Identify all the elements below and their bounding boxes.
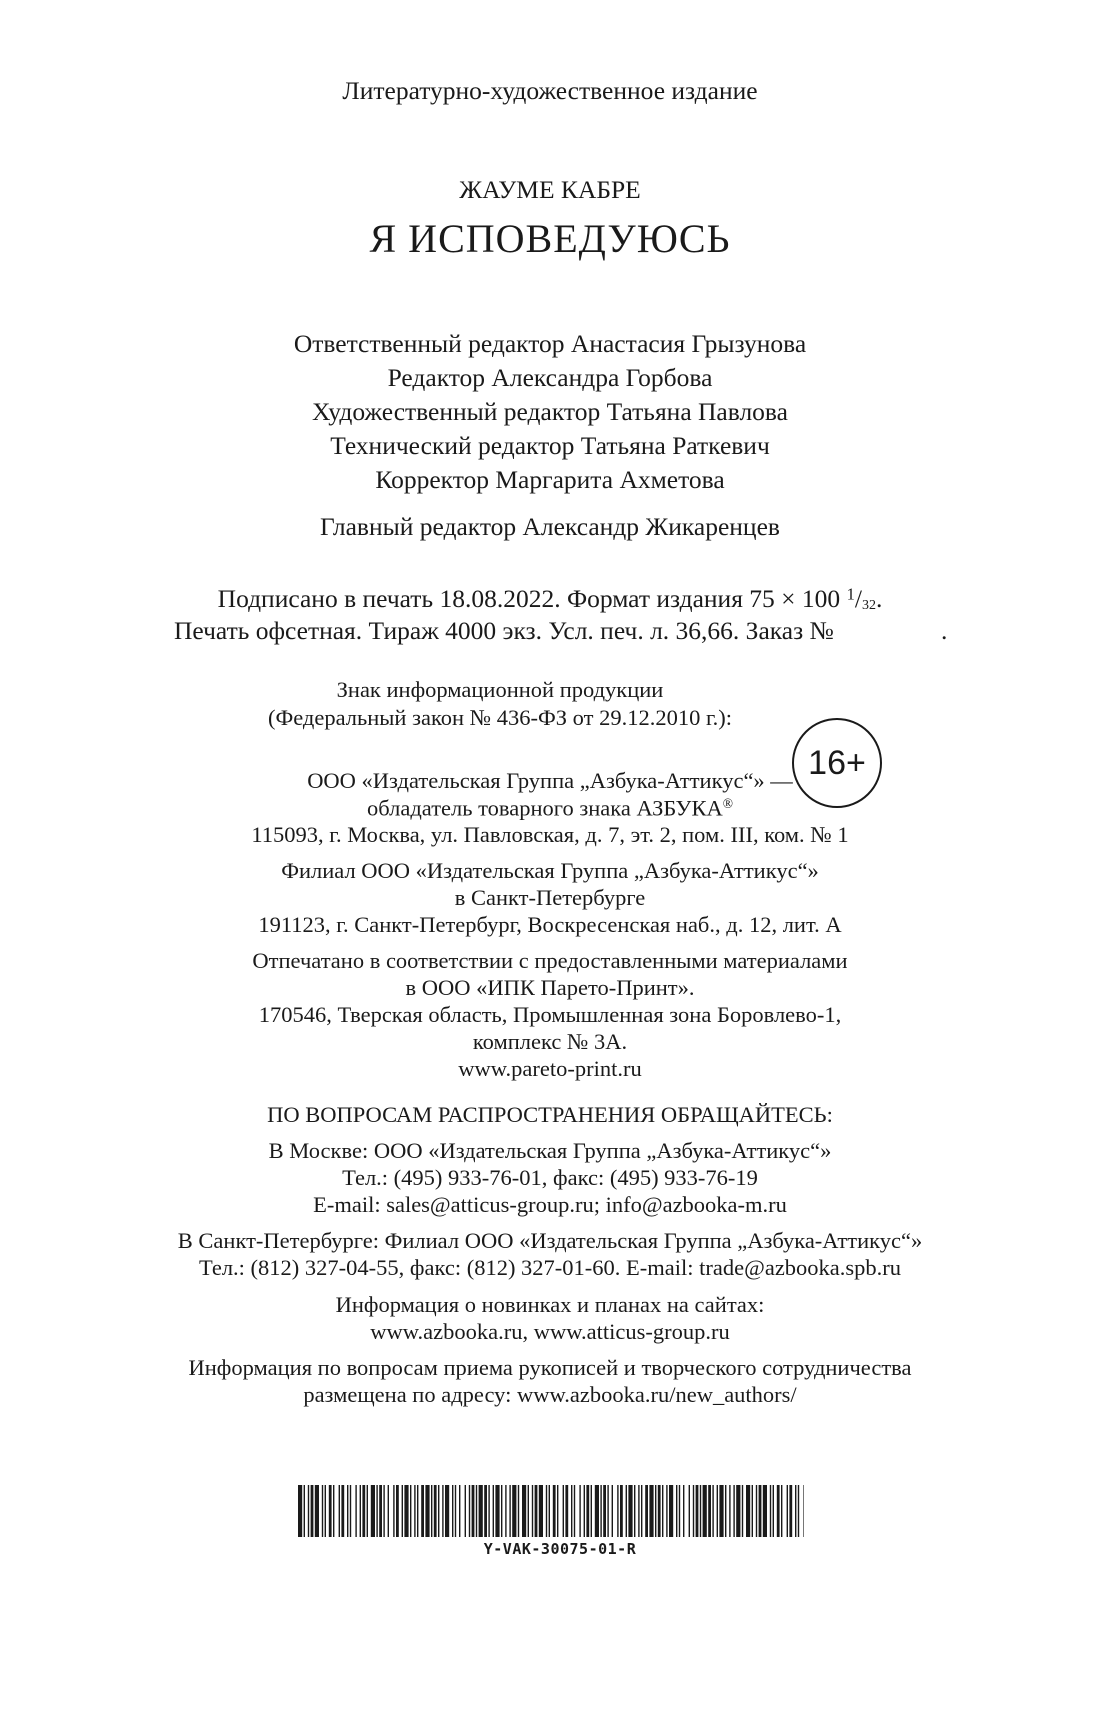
barcode-bar xyxy=(795,1485,796,1537)
barcode-bar xyxy=(617,1485,618,1537)
barcode-bar xyxy=(469,1485,470,1537)
barcode-bar xyxy=(703,1485,707,1537)
printer-line4: комплекс № 3А. xyxy=(472,1029,628,1054)
barcode-bar xyxy=(505,1485,506,1537)
barcode-bar xyxy=(315,1485,319,1537)
barcode-bar xyxy=(626,1485,627,1537)
distribution-moscow-line3: E-mail: sales@atticus-group.ru; info@azbooka-m.ru xyxy=(313,1192,787,1217)
barcode-bar xyxy=(539,1485,543,1537)
printer-line2: в ООО «ИПК Парето-Принт». xyxy=(405,975,695,1000)
barcode-bar xyxy=(563,1485,564,1537)
barcode-bar xyxy=(438,1485,439,1537)
barcode-bar xyxy=(355,1485,356,1537)
barcode-bar xyxy=(522,1485,526,1537)
barcode-bar xyxy=(325,1485,326,1537)
barcode-bar xyxy=(362,1485,365,1537)
barcode-bar xyxy=(479,1485,483,1537)
print-info-line1: Подписано в печать 18.08.2022. Формат издания 75 × 100 $^1/_{32}$. xyxy=(217,584,883,614)
age-rating-value: 16+ xyxy=(808,743,866,782)
barcode-bar xyxy=(689,1485,690,1537)
barcode-bar xyxy=(445,1485,449,1537)
barcode-bar xyxy=(591,1485,592,1537)
distribution-info-line1: Информация о новинках и планах на сайтах: xyxy=(335,1292,765,1317)
barcode-bar xyxy=(655,1485,656,1537)
barcode-bar xyxy=(693,1485,694,1537)
barcode-bar xyxy=(329,1485,332,1537)
credit-editor: Редактор Александра Горбова xyxy=(387,363,713,392)
barcode-bar xyxy=(553,1485,556,1537)
barcode-bar xyxy=(696,1485,699,1537)
barcode-bar xyxy=(787,1485,788,1537)
format-denominator: 32 xyxy=(861,598,876,614)
barcode-bar xyxy=(425,1485,429,1537)
distribution-heading: ПО ВОПРОСАМ РАСПРОСТРАНЕНИЯ ОБРАЩАЙТЕСЬ: xyxy=(267,1102,833,1127)
barcode-bar xyxy=(339,1485,340,1537)
barcode-bar xyxy=(736,1485,740,1537)
barcode-bar xyxy=(557,1485,558,1537)
barcode-bar xyxy=(803,1485,804,1537)
barcode-bar xyxy=(484,1485,487,1537)
manuscripts-line2: размещена по адресу: www.azbooka.ru/new_authors/ xyxy=(303,1382,797,1407)
barcode-bar xyxy=(476,1485,477,1537)
barcode-bar xyxy=(763,1485,767,1537)
barcode-bar xyxy=(501,1485,502,1537)
print-info-line1-text: Подписано в печать 18.08.2022. Формат издания 75 × 100 xyxy=(217,584,847,613)
barcode-bar xyxy=(725,1485,726,1537)
barcode-bar xyxy=(333,1485,334,1537)
distribution-moscow-line1: В Москве: ООО «Издательская Группа „Азбука-Аттикус“» xyxy=(268,1138,832,1163)
chief-editor: Главный редактор Александр Жикаренцев xyxy=(320,512,780,541)
distribution-info-line2: www.azbooka.ru, www.atticus-group.ru xyxy=(370,1319,730,1344)
barcode-bar xyxy=(777,1485,780,1537)
barcode-bar xyxy=(308,1485,309,1537)
barcode-bar xyxy=(742,1485,743,1537)
barcode-bar xyxy=(781,1485,782,1537)
barcode-bar xyxy=(770,1485,771,1537)
barcode-bar xyxy=(304,1485,305,1537)
age-label-line1: Знак информационной продукции xyxy=(336,677,664,702)
barcode-bar xyxy=(493,1485,494,1537)
barcode-bar xyxy=(600,1485,601,1537)
format-numerator: 1 xyxy=(846,584,855,604)
barcode-bar xyxy=(574,1485,575,1537)
branch-address: 191123, г. Санкт-Петербург, Воскресенская наб., д. 12, лит. А xyxy=(258,912,842,937)
barcode-bar xyxy=(789,1485,792,1537)
barcode-bar xyxy=(571,1485,572,1537)
publisher-line2 xyxy=(0,797,1100,820)
barcode-bar xyxy=(512,1485,516,1537)
barcode xyxy=(298,1485,804,1537)
trademark-symbol: ® xyxy=(722,796,733,811)
printer-website: www.pareto-print.ru xyxy=(458,1056,642,1081)
print-info-line2 xyxy=(174,616,948,645)
barcode-bar xyxy=(546,1485,547,1537)
edition-type: Литературно-художественное издание xyxy=(342,76,758,105)
barcode-bar xyxy=(645,1485,648,1537)
barcode-code: Y-VAK-30075-01-R xyxy=(483,1540,637,1558)
barcode-bar xyxy=(367,1485,368,1537)
barcode-bar xyxy=(350,1485,351,1537)
barcode-bar xyxy=(311,1485,314,1537)
barcode-bar xyxy=(298,1485,302,1537)
print-info-line2-text: Печать офсетная. Тираж 4000 экз. Усл. печ. л. 36,66. Заказ № xyxy=(174,616,834,645)
barcode-bar xyxy=(565,1485,568,1537)
barcode-bar xyxy=(579,1485,580,1537)
barcode-bar xyxy=(396,1485,399,1537)
barcode-bar xyxy=(759,1485,762,1537)
barcode-bar xyxy=(658,1485,661,1537)
barcode-bar xyxy=(756,1485,757,1537)
barcode-bar xyxy=(528,1485,529,1537)
barcode-bar xyxy=(700,1485,701,1537)
distribution-moscow-line2: Тел.: (495) 933-76-01, факс: (495) 933-76-19 xyxy=(342,1165,758,1190)
barcode-bar xyxy=(717,1485,718,1537)
branch-line1: Филиал ООО «Издательская Группа „Азбука-Аттикус“» xyxy=(281,858,819,883)
barcode-bar xyxy=(584,1485,585,1537)
barcode-bar xyxy=(549,1485,550,1537)
credit-responsible-editor: Ответственный редактор Анастасия Грызунова xyxy=(293,329,807,358)
barcode-bar xyxy=(634,1485,635,1537)
barcode-bar xyxy=(773,1485,774,1537)
barcode-bar xyxy=(752,1485,753,1537)
print-info-line1-end: . xyxy=(875,584,883,613)
barcode-bar xyxy=(410,1485,411,1537)
barcode-bar xyxy=(452,1485,453,1537)
barcode-bar xyxy=(612,1485,613,1537)
barcode-bar xyxy=(417,1485,418,1537)
barcode-bar xyxy=(729,1485,730,1537)
barcode-bar xyxy=(459,1485,460,1537)
barcode-bar xyxy=(620,1485,623,1537)
barcode-bar xyxy=(586,1485,589,1537)
barcode-bar xyxy=(421,1485,424,1537)
book-title: Я ИСПОВЕДУЮСЬ xyxy=(369,216,731,261)
barcode-bar xyxy=(371,1485,375,1537)
barcode-bar xyxy=(322,1485,323,1537)
barcode-bar xyxy=(641,1485,642,1537)
barcode-bar xyxy=(676,1485,677,1537)
credit-art-editor: Художественный редактор Татьяна Павлова xyxy=(312,397,788,426)
barcode-bar xyxy=(509,1485,510,1537)
barcode-bar xyxy=(414,1485,415,1537)
barcode-bar xyxy=(495,1485,499,1537)
barcode-bar xyxy=(341,1485,344,1537)
barcode-bar xyxy=(679,1485,680,1537)
barcode-bar xyxy=(662,1485,663,1537)
barcode-bar xyxy=(388,1485,389,1537)
barcode-bar xyxy=(393,1485,394,1537)
barcode-bar xyxy=(733,1485,734,1537)
barcode-bar xyxy=(472,1485,475,1537)
age-rating-badge xyxy=(792,718,882,808)
barcode-bar xyxy=(666,1485,667,1537)
barcode-bar xyxy=(719,1485,723,1537)
manuscripts-line1: Информация по вопросам приема рукописей и творческого сотрудничества xyxy=(188,1355,912,1380)
barcode-bar xyxy=(434,1485,437,1537)
barcode-bar xyxy=(402,1485,403,1537)
book-author: ЖАУМЕ КАБРЕ xyxy=(459,175,641,204)
age-label-line2: (Федеральный закон № 436-ФЗ от 29.12.2010 г.): xyxy=(267,705,733,730)
barcode-bar xyxy=(404,1485,408,1537)
barcode-bar xyxy=(535,1485,538,1537)
publisher-address: 115093, г. Москва, ул. Павловская, д. 7, эт. 2, пом. III, ком. № 1 xyxy=(251,822,849,847)
publisher-line2-text: обладатель товарного знака АЗБУКА xyxy=(367,795,723,821)
barcode-bar xyxy=(683,1485,684,1537)
barcode-bar xyxy=(379,1485,382,1537)
barcode-bar xyxy=(669,1485,673,1537)
barcode-bar xyxy=(488,1485,489,1537)
barcode-bar xyxy=(595,1485,599,1537)
barcode-bar xyxy=(798,1485,799,1537)
barcode-bar xyxy=(360,1485,361,1537)
branch-line2: в Санкт-Петербурге xyxy=(454,885,646,910)
barcode-bar xyxy=(442,1485,443,1537)
printer-line3: 170546, Тверская область, Промышленная зона Боровлево-1, xyxy=(258,1002,842,1027)
barcode-bar xyxy=(465,1485,466,1537)
print-info-line2-end: . xyxy=(941,616,948,645)
barcode-bar xyxy=(376,1485,377,1537)
barcode-bar xyxy=(603,1485,606,1537)
credit-proofreader: Корректор Маргарита Ахметова xyxy=(375,465,725,494)
distribution-spb-line2: Тел.: (812) 327-04-55, факс: (812) 327-01-60. E-mail: trade@azbooka.spb.ru xyxy=(198,1255,902,1280)
barcode-bar xyxy=(638,1485,639,1537)
barcode-bar xyxy=(455,1485,456,1537)
publisher-line1: ООО «Издательская Группа „Азбука-Аттикус“» — xyxy=(307,768,793,793)
printer-line1: Отпечатано в соответствии с предоставленными материалами xyxy=(252,948,848,973)
barcode-bar xyxy=(518,1485,519,1537)
barcode-bar xyxy=(649,1485,653,1537)
barcode-bar xyxy=(628,1485,632,1537)
barcode-bar xyxy=(746,1485,750,1537)
credit-tech-editor: Технический редактор Татьяна Раткевич xyxy=(330,431,770,460)
barcode-bar xyxy=(712,1485,713,1537)
barcode-bar xyxy=(383,1485,384,1537)
barcode-bar xyxy=(708,1485,711,1537)
distribution-spb-line1: В Санкт-Петербурге: Филиал ООО «Издательская Группа „Азбука-Аттикус“» xyxy=(177,1228,923,1253)
barcode-bar xyxy=(431,1485,432,1537)
barcode-bar xyxy=(347,1485,348,1537)
barcode-bar xyxy=(607,1485,608,1537)
barcode-bar xyxy=(532,1485,533,1537)
